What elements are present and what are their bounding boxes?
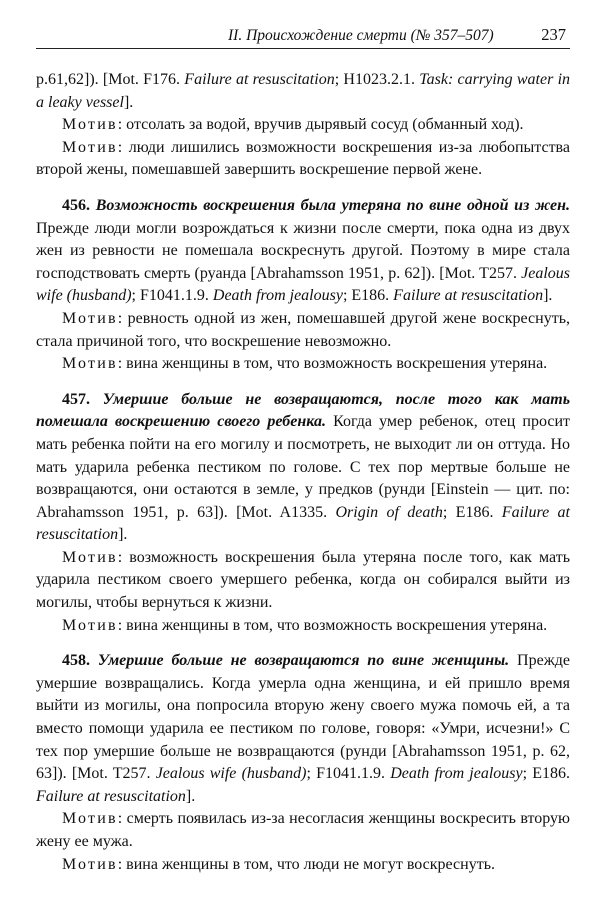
entry-number: 456. [62,196,90,214]
motif-paragraph: Мотив: смерть появилась из-за несогласия женщины воскресить вторую жену ее мужа. [36,810,570,850]
motif-label: Мотив [62,309,118,327]
motif-label: Мотив [62,548,118,566]
running-head: II. Происхождение смерти (№ 357–507) [228,27,494,44]
motif-label: Мотив [62,855,118,873]
page-header [36,22,570,49]
motif-label: Мотив [62,616,118,634]
motif-paragraph: Мотив: ревность одной из жен, помешавшей другой жене воскреснуть, стала причиной того, что воскрешение невозможно. [36,309,570,350]
motif-paragraph: Мотив: вина женщины в том, что возможность воскрешения утеряна. [62,616,548,634]
motif-paragraph: Мотив: люди лишились возможности воскрешения из-за любопытства второй жены, помешавшей завершить воскрешение первой жене. [36,138,570,179]
motif-label: Мотив [62,810,118,828]
continuation-paragraph: p.61,62]). [Mot. F176. Failure at resuscitation; H1023.2.1. Task: carrying water in a leaky vessel]. [36,71,571,111]
entry-456: 456. Возможность воскрешения была утеряна по вине одной из жен. Прежде люди могли возрождаться к жизни после смерти, пока одна из двух жен из ревности не помешала воскреснуть другой. Поэтому в мире стала господствовать смерть (руанда [Abrahamsson 1951, p. 62]). [Mot. T257. Jealous wife (husband); F1041.1.9. Death from jealousy; E186. Failure at resuscitation]. [36,196,571,305]
motif-label: Мотив [62,116,118,134]
motif-paragraph: Мотив: вина женщины в том, что возможность воскрешения утеряна. [62,355,548,373]
entry-number: 458. [62,652,90,670]
entry-title: Умершие больше не возвращаются по вине женщины. [97,652,510,670]
page-number: 237 [541,25,566,44]
motif-label: Мотив [62,138,118,156]
motif-paragraph: Мотив: возможность воскрешения была утеряна после того, как мать ударила пестиком своего умершего ребенка, когда он собирался выйти из могилы, чтобы вернуться к жизни. [36,548,570,612]
page-body [36,69,570,876]
entry-title: Умершие больше не возвращаются, после того как мать помешала воскрешению своего ребенка. [36,390,571,431]
entry-458: 458. Умершие больше не возвращаются по вине женщины. Прежде умершие возвращались. Когда умерла одна женщина, и ей пришло время выйти из могилы, она попросила вторую жену своего мужа помочь ей, а та вместо помощи ударила ее пестиком по голове, говоря: «Умри, исчезни!» С тех пор умершие больше не возвращаются (рунди [Abrahamsson 1951, p. 62, 63]). [Mot. T257. Jealous wife (husband); F1041.1.9. Death from jealousy; E186. Failure at resuscitation]. [36,652,571,805]
entry-title: Возможность воскрешения была утеряна по вине одной из жен. [95,196,571,214]
entry-number: 457. [62,390,90,408]
motif-paragraph: Мотив: вина женщины в том, что люди не могут воскреснуть. [62,855,495,873]
motif-paragraph: Мотив: отсолать за водой, вручив дырявый сосуд (обманный ход). [62,116,524,134]
motif-label: Мотив [62,355,118,373]
entry-457: 457. Умершие больше не возвращаются, после того как мать помешала воскрешению своего ребенка. Когда умер ребенок, отец просит мать ребенка пойти на его могилу и посмотреть, не выходит ли он оттуда. Но мать ударила ребенка пестиком по голове. С тех пор мертвые больше не возвращаются, они остаются в земле, у предков (рунди [Einstein — цит. по: Abrahamsson 1951, p. 63]). [Mot. A1335. Origin of death; E186. Failure at resuscitation]. [36,390,571,544]
